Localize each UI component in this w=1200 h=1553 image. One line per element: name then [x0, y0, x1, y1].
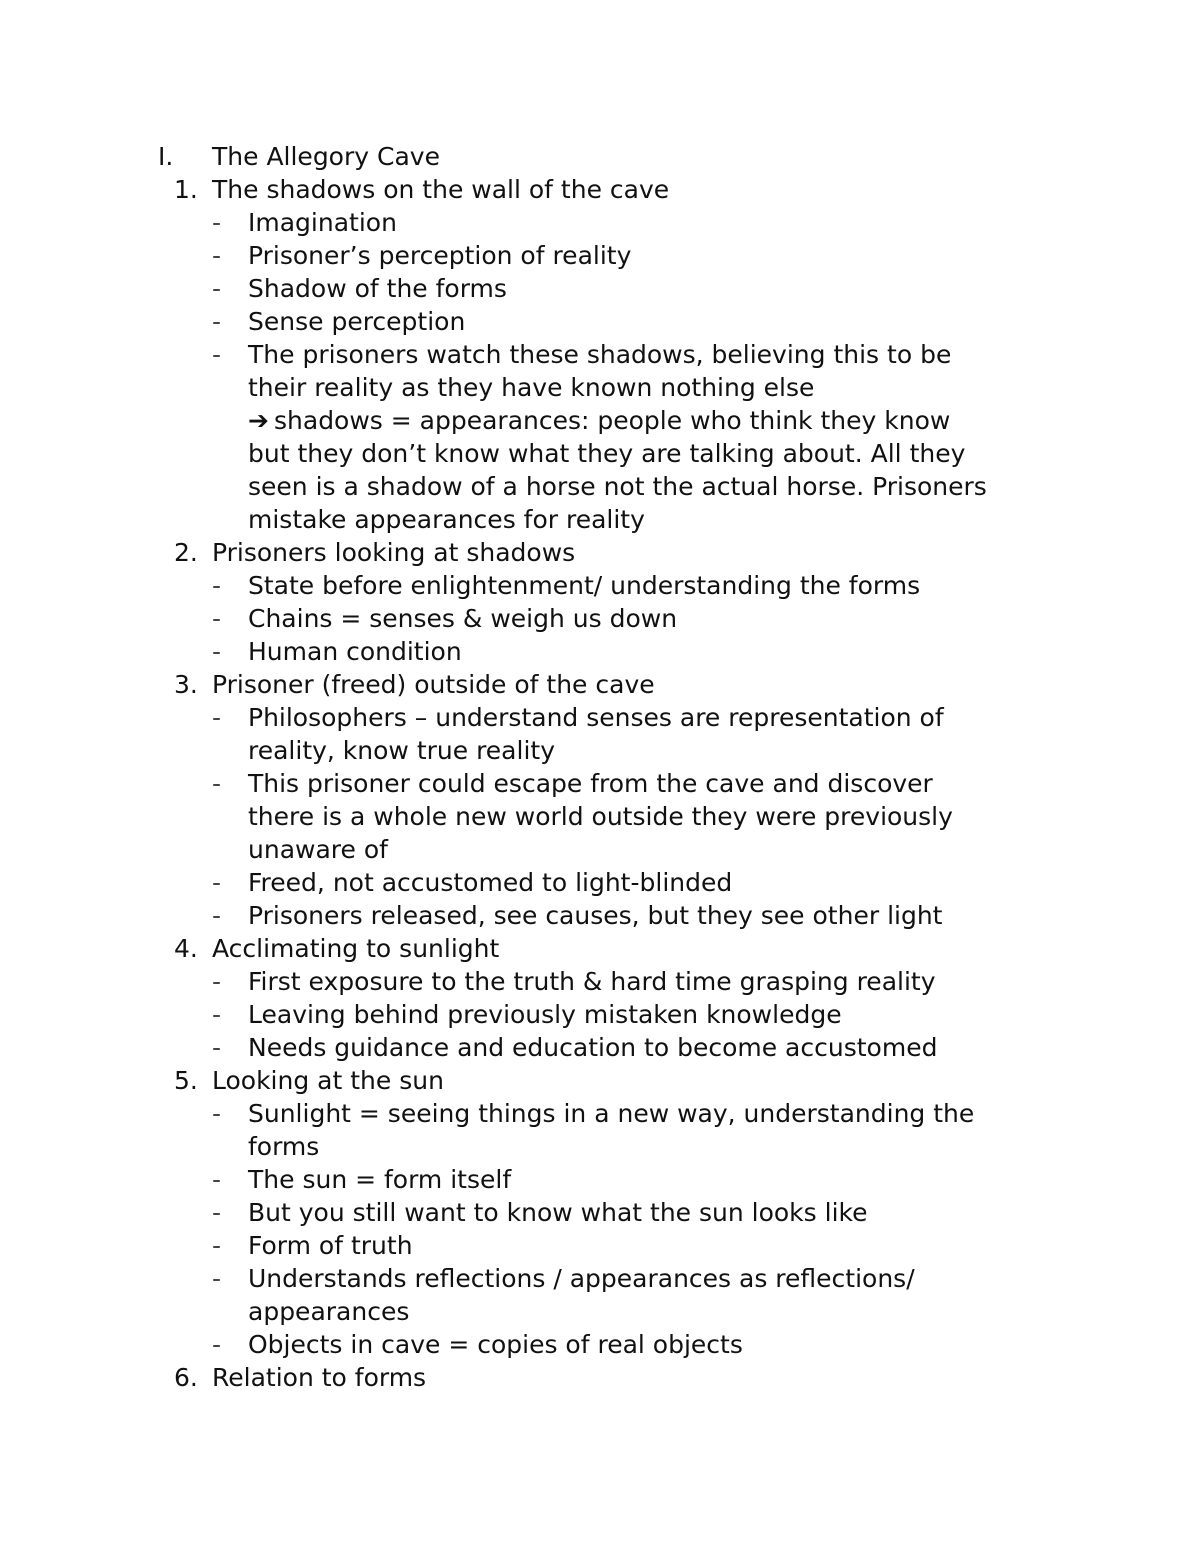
bullet-text: reality, know true reality — [248, 736, 555, 765]
bullet-item — [0, 206, 1200, 239]
section-heading — [0, 932, 1200, 965]
bullet-text: unaware of — [248, 835, 388, 864]
bullet-line — [0, 338, 1200, 371]
bullet-item — [0, 767, 1200, 866]
dash-bullet-icon: - — [212, 340, 222, 369]
bullet-text: Philosophers – understand senses are representation of — [248, 703, 944, 732]
bullet-text: Needs guidance and education to become accustomed — [248, 1033, 938, 1062]
bullet-line — [0, 1229, 1200, 1262]
bullet-item — [0, 1328, 1200, 1361]
bullet-text: Shadow of the forms — [248, 274, 507, 303]
note-text-wrapper — [248, 470, 987, 503]
bullet-line — [0, 833, 1200, 866]
bullet-text: Understands reflections / appearances as reflections/ — [248, 1264, 915, 1293]
bullet-text: This prisoner could escape from the cave and discover — [248, 769, 933, 798]
bullet-text: Prisoners released, see causes, but they see other light — [248, 901, 943, 930]
bullet-text: Sunlight = seeing things in a new way, understanding the — [248, 1099, 975, 1128]
dash-bullet-icon: - — [212, 967, 222, 996]
bullet-line — [0, 899, 1200, 932]
bullet-line — [0, 569, 1200, 602]
bullet-item — [0, 305, 1200, 338]
bullet-item — [0, 272, 1200, 305]
bullet-line — [0, 965, 1200, 998]
bullet-text: The sun = form itself — [248, 1165, 512, 1194]
dash-bullet-icon: - — [212, 1264, 222, 1293]
outline-section — [0, 173, 1200, 536]
section-title: Prisoner (freed) outside of the cave — [212, 670, 655, 699]
outline-section — [0, 536, 1200, 668]
dash-bullet-icon: - — [212, 1330, 222, 1359]
outline-title: The Allegory Cave — [212, 142, 440, 171]
dash-bullet-icon: - — [212, 208, 222, 237]
dash-bullet-icon: - — [212, 571, 222, 600]
arrow-note — [0, 404, 1200, 536]
bullet-item — [0, 1196, 1200, 1229]
bullet-text: Imagination — [248, 208, 397, 237]
bullet-line — [0, 206, 1200, 239]
outline-section — [0, 668, 1200, 932]
bullet-text: Chains = senses & weigh us down — [248, 604, 678, 633]
bullet-line — [0, 1328, 1200, 1361]
dash-bullet-icon: - — [212, 241, 222, 270]
note-line — [0, 503, 1200, 536]
bullet-line — [0, 767, 1200, 800]
note-text-wrapper — [248, 437, 965, 470]
section-heading — [0, 536, 1200, 569]
outline-section — [0, 1064, 1200, 1361]
bullet-item — [0, 701, 1200, 767]
bullet-item — [0, 1229, 1200, 1262]
dash-bullet-icon: - — [212, 637, 222, 666]
dash-bullet-icon: - — [212, 1000, 222, 1029]
dash-bullet-icon: - — [212, 1231, 222, 1260]
section-number: 1. — [174, 175, 198, 204]
section-number: 5. — [174, 1066, 198, 1095]
dash-bullet-icon: - — [212, 604, 222, 633]
section-heading — [0, 668, 1200, 701]
bullet-text: Human condition — [248, 637, 462, 666]
bullet-text: forms — [248, 1132, 320, 1161]
bullet-text: Objects in cave = copies of real objects — [248, 1330, 743, 1359]
dash-bullet-icon: - — [212, 703, 222, 732]
bullet-text: their reality as they have known nothing else — [248, 373, 815, 402]
bullet-line — [0, 272, 1200, 305]
bullet-line — [0, 866, 1200, 899]
bullet-line — [0, 734, 1200, 767]
bullet-line — [0, 998, 1200, 1031]
outline-heading — [0, 140, 1200, 173]
section-title: The shadows on the wall of the cave — [212, 175, 670, 204]
bullet-item — [0, 965, 1200, 998]
dash-bullet-icon: - — [212, 769, 222, 798]
note-text: shadows = appearances: people who think they know — [274, 406, 951, 435]
bullet-item — [0, 1097, 1200, 1163]
bullet-item — [0, 1163, 1200, 1196]
dash-bullet-icon: - — [212, 307, 222, 336]
bullet-text: Freed, not accustomed to light-blinded — [248, 868, 733, 897]
bullet-text: State before enlightenment/ understanding the forms — [248, 571, 921, 600]
dash-bullet-icon: - — [212, 1033, 222, 1062]
section-heading — [0, 1064, 1200, 1097]
section-number: 3. — [174, 670, 198, 699]
bullet-item — [0, 338, 1200, 404]
bullet-line — [0, 239, 1200, 272]
section-title: Looking at the sun — [212, 1066, 444, 1095]
bullet-text: appearances — [248, 1297, 410, 1326]
bullet-text: there is a whole new world outside they were previously — [248, 802, 953, 831]
bullet-item — [0, 239, 1200, 272]
document-body — [0, 140, 1200, 1394]
note-text: mistake appearances for reality — [248, 505, 645, 534]
bullet-line — [0, 1295, 1200, 1328]
right-arrow-icon: ➔ — [248, 406, 269, 435]
bullet-line — [0, 1196, 1200, 1229]
section-heading — [0, 1361, 1200, 1394]
note-text: but they don’t know what they are talking about. All they — [248, 439, 966, 468]
bullet-item — [0, 866, 1200, 899]
dash-bullet-icon: - — [212, 274, 222, 303]
bullet-text: Sense perception — [248, 307, 466, 336]
bullet-text: Leaving behind previously mistaken knowledge — [248, 1000, 842, 1029]
note-line — [0, 404, 1200, 437]
outline-section — [0, 932, 1200, 1064]
bullet-item — [0, 569, 1200, 602]
section-number: 4. — [174, 934, 198, 963]
bullet-text: First exposure to the truth & hard time grasping reality — [248, 967, 936, 996]
bullet-line — [0, 305, 1200, 338]
roman-numeral: I. — [158, 142, 174, 171]
bullet-item — [0, 635, 1200, 668]
note-text-wrapper — [248, 404, 950, 437]
bullet-line — [0, 701, 1200, 734]
note-line — [0, 470, 1200, 503]
bullet-item — [0, 602, 1200, 635]
dash-bullet-icon: - — [212, 901, 222, 930]
bullet-item — [0, 1262, 1200, 1328]
section-number: 2. — [174, 538, 198, 567]
bullet-item — [0, 998, 1200, 1031]
dash-bullet-icon: - — [212, 868, 222, 897]
bullet-text: But you still want to know what the sun looks like — [248, 1198, 868, 1227]
dash-bullet-icon: - — [212, 1198, 222, 1227]
bullet-text: Prisoner’s perception of reality — [248, 241, 632, 270]
bullet-line — [0, 1097, 1200, 1130]
section-list — [0, 173, 1200, 1394]
bullet-line — [0, 1031, 1200, 1064]
bullet-text: The prisoners watch these shadows, believing this to be — [248, 340, 952, 369]
bullet-item — [0, 1031, 1200, 1064]
section-number: 6. — [174, 1363, 198, 1392]
bullet-line — [0, 371, 1200, 404]
bullet-line — [0, 602, 1200, 635]
bullet-item — [0, 899, 1200, 932]
dash-bullet-icon: - — [212, 1165, 222, 1194]
section-heading — [0, 173, 1200, 206]
note-line — [0, 437, 1200, 470]
bullet-line — [0, 1130, 1200, 1163]
section-title: Relation to forms — [212, 1363, 427, 1392]
bullet-line — [0, 800, 1200, 833]
bullet-line — [0, 635, 1200, 668]
dash-bullet-icon: - — [212, 1099, 222, 1128]
outline-section — [0, 1361, 1200, 1394]
note-text: seen is a shadow of a horse not the actual horse. Prisoners — [248, 472, 987, 501]
bullet-text: Form of truth — [248, 1231, 413, 1260]
section-title: Acclimating to sunlight — [212, 934, 500, 963]
section-title: Prisoners looking at shadows — [212, 538, 576, 567]
bullet-line — [0, 1262, 1200, 1295]
note-text-wrapper — [248, 503, 645, 536]
bullet-line — [0, 1163, 1200, 1196]
